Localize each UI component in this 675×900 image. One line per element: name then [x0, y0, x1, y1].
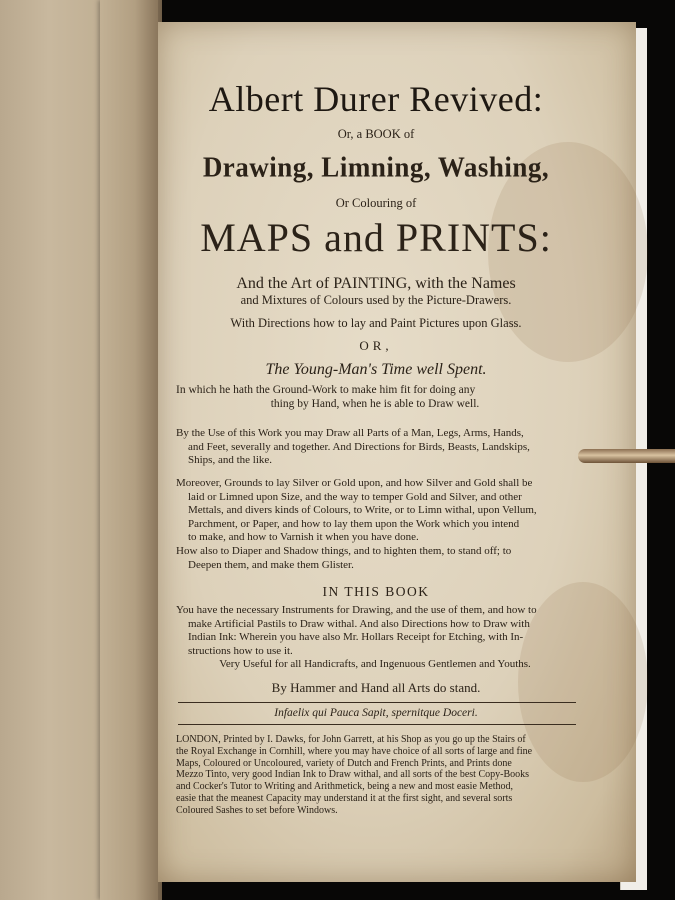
maps-and-prints-heading: MAPS and PRINTS: — [200, 215, 552, 260]
text-line: laid or Limned upon Size, and the way to temper Gold and Silver, and other — [188, 490, 522, 503]
text-line: And the Art of PAINTING, with the Names — [236, 275, 516, 292]
blackletter-subtitle: Drawing, Limning, Washing, — [202, 151, 550, 183]
instruments-paragraph — [176, 604, 574, 672]
left-page-edge — [100, 0, 158, 900]
text-line: make Artificial Pastils to Draw withal. And also Directions how to Draw with — [188, 617, 530, 630]
ground-work-paragraph — [176, 383, 574, 411]
text-line: and Cocker's Tutor to Writing and Arithmetick, being a new and most easie Method, — [176, 781, 513, 793]
text-line: Very Useful for all Handicrafts, and Ingenuous Gentlemen and Youths. — [219, 658, 531, 670]
imprint — [176, 734, 574, 817]
in-this-book-heading: IN THIS BOOK — [322, 584, 430, 599]
text-line: Maps, Coloured or Uncoloured, variety of Dutch and French Prints, and Prints done — [176, 757, 512, 769]
rule-top — [178, 702, 576, 703]
rule-bottom — [178, 724, 576, 725]
text-line: the Royal Exchange in Cornhill, where you may have choice of all sorts of large and fine — [176, 745, 533, 757]
text-line: thing by Hand, when he is able to Draw well. — [270, 398, 480, 410]
text-line: Deepen them, and make them Glister. — [188, 558, 354, 571]
latin-motto: Infaelix qui Pauca Sapit, spernitque Doceri. — [274, 707, 478, 719]
subtitle-colouring: Or Colouring of — [335, 196, 417, 210]
text-line: Indian Ink: Wherein you have also Mr. Hollars Receipt for Etching, with In- — [188, 631, 524, 643]
subtitle-or: Or, a BOOK of — [337, 127, 415, 141]
text-line: Mezzo Tinto, very good Indian Ink to Draw withal, and all sorts of the best Copy-Books — [176, 769, 530, 781]
diaper-paragraph — [176, 545, 574, 572]
text-line: LONDON, Printed by I. Dawks, for John Garrett, at his Shop as you go up the Stairs of — [176, 734, 526, 745]
glass-directions: With Directions how to lay and Paint Pictures upon Glass. — [230, 316, 522, 330]
hammer-motto: By Hammer and Hand all Arts do stand. — [271, 680, 481, 695]
text-line: Parchment, or Paper, and how to lay them upon the Work which you intend — [188, 517, 520, 530]
page-knife — [578, 449, 675, 463]
alternate-title: The Young-Man's Time well Spent. — [265, 361, 487, 378]
text-line: By the Use of this Work you may Draw all Parts of a Man, Legs, Arms, Hands, — [176, 427, 524, 439]
book-title: Albert Durer Revived: — [208, 79, 544, 119]
text-line: to make, and how to Varnish it when you have done. — [188, 531, 419, 543]
text-line: You have the necessary Instruments for Drawing, and the use of them, and how to — [176, 604, 537, 616]
text-line: and Feet, severally and together. And Directions for Birds, Beasts, Landskips, — [188, 440, 530, 453]
use-paragraph — [176, 427, 574, 468]
text-line: In which he hath the Ground-Work to make him fit for doing any — [176, 384, 476, 396]
text-line: structions how to use it. — [188, 644, 293, 657]
text-line: easie that the meanest Capacity may understand it at the first sight, and several sorts — [176, 792, 513, 804]
text-line: and Mixtures of Colours used by the Picture-Drawers. — [240, 293, 512, 307]
moreover-paragraph — [176, 477, 574, 545]
text-line: Moreover, Grounds to lay Silver or Gold upon, and how Silver and Gold shall be — [176, 477, 533, 489]
or-separator: OR, — [359, 338, 393, 353]
text-line: How also to Diaper and Shadow things, and to highten them, to stand off; to — [176, 545, 512, 557]
text-line: Mettals, and divers kinds of Colours, to Write, or to Limn withal, upon Vellum, — [188, 504, 537, 516]
text-line: Ships, and the like. — [188, 454, 273, 466]
art-of-painting-block — [176, 275, 576, 309]
text-line: Coloured Sashes to set before Windows. — [176, 804, 338, 816]
